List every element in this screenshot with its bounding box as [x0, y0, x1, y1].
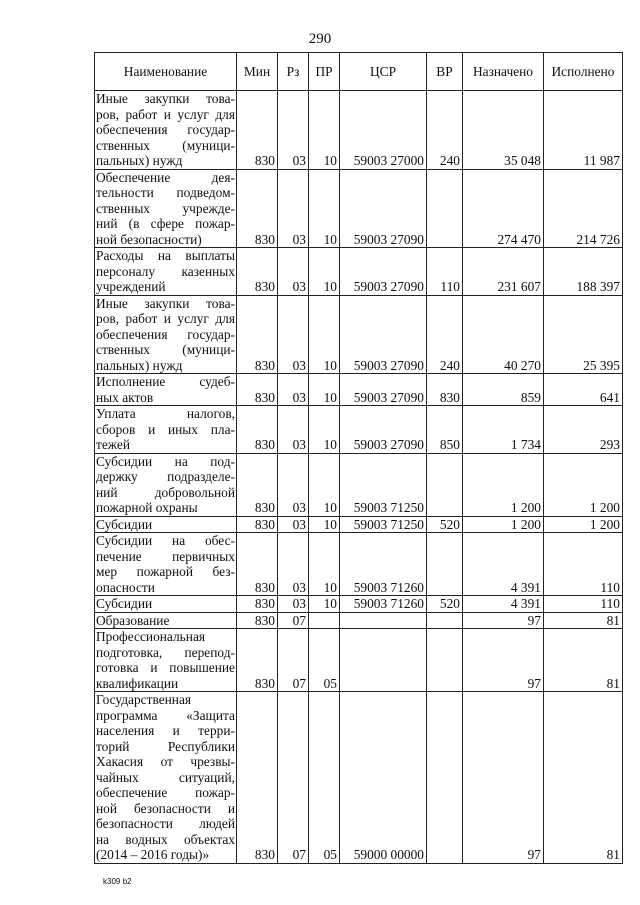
cell-pr: 10 — [309, 596, 340, 613]
row-name-line: Образование — [96, 612, 170, 628]
row-name — [95, 612, 237, 629]
row-name-line: квалификации — [96, 675, 179, 691]
cell-csr: 59003 27090 — [340, 374, 427, 406]
cell-assigned: 97 — [463, 612, 544, 629]
cell-executed: 110 — [544, 533, 623, 596]
cell-pr: 10 — [309, 169, 340, 248]
row-name — [95, 169, 237, 248]
cell-assigned: 274 470 — [463, 169, 544, 248]
cell-assigned: 35 048 — [463, 91, 544, 170]
cell-rz: 03 — [278, 453, 309, 516]
row-name-line: учреждений — [96, 279, 166, 294]
cell-min: 830 — [237, 533, 278, 596]
row-name-line: ров, работ и услуг для — [96, 311, 235, 326]
cell-csr: 59000 00000 — [340, 692, 427, 864]
row-name-line: готовка и повышение — [96, 660, 235, 675]
cell-executed: 25 395 — [544, 295, 623, 374]
cell-min: 830 — [237, 248, 278, 296]
cell-vr: 830 — [427, 374, 463, 406]
cell-csr: 59003 27000 — [340, 91, 427, 170]
table-row — [95, 406, 623, 454]
cell-csr: 59003 71260 — [340, 533, 427, 596]
cell-vr: 240 — [427, 295, 463, 374]
cell-pr: 10 — [309, 453, 340, 516]
cell-assigned: 231 607 — [463, 248, 544, 296]
cell-pr: 10 — [309, 248, 340, 296]
cell-rz: 03 — [278, 596, 309, 613]
cell-pr: 05 — [309, 629, 340, 692]
cell-min: 830 — [237, 91, 278, 170]
cell-min: 830 — [237, 596, 278, 613]
cell-min: 830 — [237, 295, 278, 374]
header-min: Мин — [237, 53, 278, 91]
cell-rz: 03 — [278, 295, 309, 374]
cell-assigned: 97 — [463, 629, 544, 692]
table-row — [95, 692, 623, 864]
row-name-line: подготовка, перепод- — [96, 644, 235, 660]
row-name-line: чайных ситуаций, — [96, 769, 235, 785]
row-name-line: держку подразделе- — [96, 469, 235, 484]
table-row — [95, 516, 623, 533]
cell-vr — [427, 692, 463, 864]
cell-rz: 03 — [278, 516, 309, 533]
cell-rz: 03 — [278, 169, 309, 248]
cell-executed: 214 726 — [544, 169, 623, 248]
row-name-line: Субсидии — [96, 516, 153, 532]
table-row — [95, 612, 623, 629]
row-name-line: Хакасия от чрезвы- — [96, 754, 235, 769]
cell-min: 830 — [237, 516, 278, 533]
row-name-line: обеспечение пожар- — [96, 785, 235, 800]
budget-table — [94, 52, 623, 864]
table-row — [95, 533, 623, 596]
page-number: 290 — [308, 31, 332, 47]
cell-rz: 07 — [278, 612, 309, 629]
cell-vr: 520 — [427, 516, 463, 533]
row-name-line: пальных) нужд — [96, 153, 183, 168]
table-row — [95, 295, 623, 374]
cell-vr: 240 — [427, 91, 463, 170]
cell-csr: 59003 27090 — [340, 406, 427, 454]
row-name-line: ной безопасности и — [96, 800, 235, 816]
row-name-line: ственных (муници- — [96, 342, 235, 357]
row-name-line: ний (в сфере пожар- — [96, 216, 235, 231]
cell-executed: 641 — [544, 374, 623, 406]
row-name-line: Субсидии на обес- — [96, 533, 235, 548]
cell-assigned: 40 270 — [463, 295, 544, 374]
row-name — [95, 248, 237, 296]
cell-pr: 10 — [309, 295, 340, 374]
row-name — [95, 516, 237, 533]
row-name-line: (2014 – 2016 годы)» — [96, 847, 210, 862]
row-name-line: Субсидии — [96, 596, 153, 611]
cell-vr — [427, 453, 463, 516]
cell-rz: 07 — [278, 629, 309, 692]
cell-pr: 10 — [309, 406, 340, 454]
cell-vr — [427, 612, 463, 629]
cell-csr — [340, 612, 427, 629]
cell-csr: 59003 71260 — [340, 596, 427, 613]
cell-executed: 110 — [544, 596, 623, 613]
footer-code: k309 b2 — [103, 877, 132, 886]
header-row — [95, 53, 623, 91]
row-name-line: на водных объектах — [96, 831, 235, 847]
cell-rz: 03 — [278, 374, 309, 406]
row-name-line: персоналу казенных — [96, 263, 235, 279]
row-name — [95, 533, 237, 596]
row-name — [95, 692, 237, 864]
cell-csr — [340, 629, 427, 692]
row-name-line: ний добровольной — [96, 484, 235, 500]
cell-csr: 59003 71250 — [340, 453, 427, 516]
table-row — [95, 453, 623, 516]
cell-executed: 11 987 — [544, 91, 623, 170]
cell-assigned: 859 — [463, 374, 544, 406]
row-name-line: ров, работ и услуг для — [96, 106, 235, 122]
cell-min: 830 — [237, 453, 278, 516]
cell-assigned: 4 391 — [463, 533, 544, 596]
table-row — [95, 248, 623, 296]
cell-rz: 03 — [278, 533, 309, 596]
row-name-line: Иные закупки това- — [96, 91, 235, 106]
row-name — [95, 453, 237, 516]
cell-pr: 10 — [309, 516, 340, 533]
cell-rz: 03 — [278, 91, 309, 170]
row-name-line: населения и терри- — [96, 723, 235, 738]
cell-min: 830 — [237, 169, 278, 248]
cell-rz: 07 — [278, 692, 309, 864]
table-row — [95, 596, 623, 613]
cell-csr: 59003 27090 — [340, 295, 427, 374]
cell-pr: 10 — [309, 533, 340, 596]
cell-rz: 03 — [278, 248, 309, 296]
table-body — [95, 91, 623, 864]
cell-min: 830 — [237, 692, 278, 864]
cell-vr: 850 — [427, 406, 463, 454]
cell-assigned: 1 200 — [463, 453, 544, 516]
cell-vr: 520 — [427, 596, 463, 613]
row-name-line: Обеспечение дея- — [96, 169, 235, 185]
row-name-line: тежей — [96, 437, 130, 452]
header-pr: ПР — [309, 53, 340, 91]
row-name-line: ственных (муници- — [96, 137, 235, 153]
cell-vr: 110 — [427, 248, 463, 296]
header-name: Наименование — [95, 53, 237, 91]
header-rz: Рз — [278, 53, 309, 91]
row-name-line: обеспечения государ- — [96, 326, 235, 342]
row-name-line: Государственная — [96, 692, 192, 707]
header-assigned: Назначено — [463, 53, 544, 91]
cell-assigned: 1 200 — [463, 516, 544, 533]
row-name — [95, 295, 237, 374]
row-name — [95, 406, 237, 454]
table-row — [95, 169, 623, 248]
cell-vr — [427, 533, 463, 596]
row-name-line: Расходы на выплаты — [96, 248, 235, 263]
cell-rz: 03 — [278, 406, 309, 454]
table-row — [95, 91, 623, 170]
row-name-line: мер пожарной без- — [96, 564, 235, 579]
cell-csr: 59003 27090 — [340, 248, 427, 296]
cell-executed: 81 — [544, 629, 623, 692]
row-name-line: ной безопасности) — [96, 231, 202, 247]
cell-executed: 293 — [544, 406, 623, 454]
row-name — [95, 91, 237, 170]
cell-executed: 81 — [544, 612, 623, 629]
cell-executed: 1 200 — [544, 453, 623, 516]
cell-pr: 10 — [309, 91, 340, 170]
header-executed: Исполнено — [544, 53, 623, 91]
header-vr: ВР — [427, 53, 463, 91]
row-name-line: ственных учрежде- — [96, 200, 235, 216]
row-name — [95, 374, 237, 406]
header-csr: ЦСР — [340, 53, 427, 91]
row-name-line: программа «Защита — [96, 707, 235, 723]
cell-min: 830 — [237, 629, 278, 692]
cell-assigned: 4 391 — [463, 596, 544, 613]
cell-min: 830 — [237, 406, 278, 454]
row-name-line: ных актов — [96, 389, 154, 405]
cell-min: 830 — [237, 374, 278, 406]
row-name-line: опасности — [96, 579, 155, 595]
cell-executed: 188 397 — [544, 248, 623, 296]
row-name-line: безопасности людей — [96, 816, 235, 831]
row-name-line: обеспечения государ- — [96, 122, 235, 137]
row-name-line: пожарной охраны — [96, 500, 198, 515]
cell-vr — [427, 169, 463, 248]
row-name-line: пальных) нужд — [96, 357, 183, 373]
row-name-line: сборов и иных пла- — [96, 421, 235, 437]
cell-csr: 59003 71250 — [340, 516, 427, 533]
row-name-line: Исполнение судеб- — [96, 374, 235, 389]
cell-pr: 10 — [309, 374, 340, 406]
table-row — [95, 629, 623, 692]
row-name-line: торий Республики — [96, 738, 235, 754]
row-name-line: Профессиональная — [96, 629, 206, 644]
row-name-line: тельности подведом- — [96, 185, 235, 200]
cell-assigned: 97 — [463, 692, 544, 864]
row-name-line: Иные закупки това- — [96, 295, 235, 311]
cell-executed: 81 — [544, 692, 623, 864]
cell-assigned: 1 734 — [463, 406, 544, 454]
cell-pr: 05 — [309, 692, 340, 864]
row-name — [95, 629, 237, 692]
row-name — [95, 596, 237, 613]
row-name-line: Субсидии на под- — [96, 453, 235, 469]
cell-executed: 1 200 — [544, 516, 623, 533]
cell-min: 830 — [237, 612, 278, 629]
cell-csr: 59003 27090 — [340, 169, 427, 248]
cell-pr — [309, 612, 340, 629]
row-name-line: печение первичных — [96, 548, 235, 564]
table-row — [95, 374, 623, 406]
row-name-line: Уплата налогов, — [96, 406, 235, 421]
cell-vr — [427, 629, 463, 692]
